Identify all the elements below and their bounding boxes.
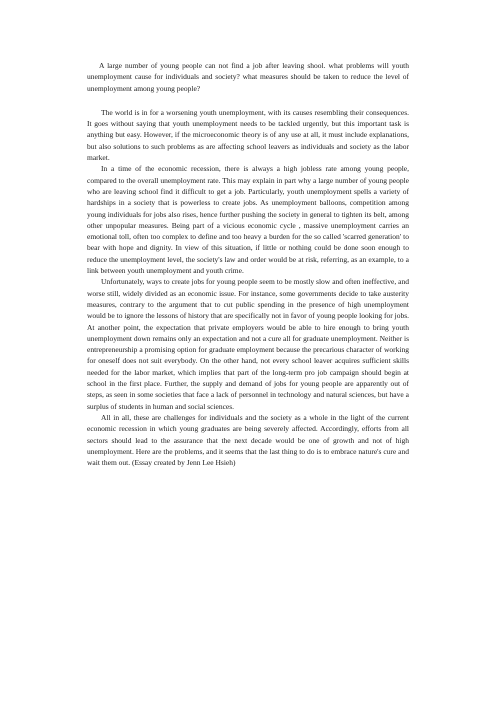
essay-paragraph-problems: In a time of the economic recession, there is always a high jobless rate among young people, compared to the overall unemployment rate. This may explain in part why a large number of young people who are leaving school find it difficult to get a job. Particularly, youth unemployment spells a variety of hardships in a society that is powerless to create jobs. As unemployment balloons, competition among young individuals for jobs also rises, hence further pushing the society in general to tighten its belt, among other unpopular measures. Being part of a vicious economic cycle , massive unemployment carries an emotional toll, often too complex to define and too heavy a burden for the so called 'scarred generation' to bear with hope and dignity. In view of this situation, if little or nothing could be done soon enough to reduce the unemployment level, the society's law and order would be at risk, referring, as an example, to a link between youth unemployment and youth crime. — [87, 164, 409, 276]
essay-body — [87, 60, 409, 468]
essay-paragraph-measures: Unfortunately, ways to create jobs for young people seem to be mostly slow and often ineffective, and worse still, widely divided as an economic issue. For instance, some governments decide to take austerity measures, contrary to the argument that to cut public spending in the presence of high unemployment would be to ignore the lessons of history that are specifically not in favor of young people looking for jobs. At another point, the expectation that private employers would be able to hire enough to bring youth unemployment down remains only an expectation and not a cure all for graduate unemployment. Neither is entrepreneurship a promising option for graduate employment because the precarious character of working for oneself does not suit everybody. On the other hand, not every school leaver acquires sufficient skills needed for the labor market, which implies that part of the long-term pro job campaign should begin at school in the first place. Further, the supply and demand of jobs for young people are apparently out of steps, as seen in some societies that face a lack of personnel in technology and natural sciences, but have a surplus of students in human and social sciences. — [87, 277, 409, 411]
essay-paragraph-conclusion: All in all, these are challenges for individuals and the society as a whole in the light of the current economic recession in which young graduates are being severely affected. Accordingly, efforts from all sectors should lead to the assurance that the next decade would be one of growth and not of high unemployment. Here are the problems, and it seems that the last thing to do is to embrace nature's cure and wait them out. (Essay created by Jenn Lee Hsieh) — [87, 412, 409, 468]
essay-prompt: A large number of young people can not find a job after leaving shool. what problems will youth unemployment cause for individuals and society? what measures should be taken to reduce the level of unemployment among young people? — [87, 61, 409, 93]
essay-paragraph-intro: The world is in for a worsening youth unemployment, with its causes resembling their consequences. It goes without saying that youth unemployment needs to be tackled urgently, but this important task is anything but easy. However, if the microeconomic theory is of any use at all, it must include explanations, but also solutions to such problems as are affecting school leavers as individuals and society as the labor market. — [87, 107, 409, 163]
